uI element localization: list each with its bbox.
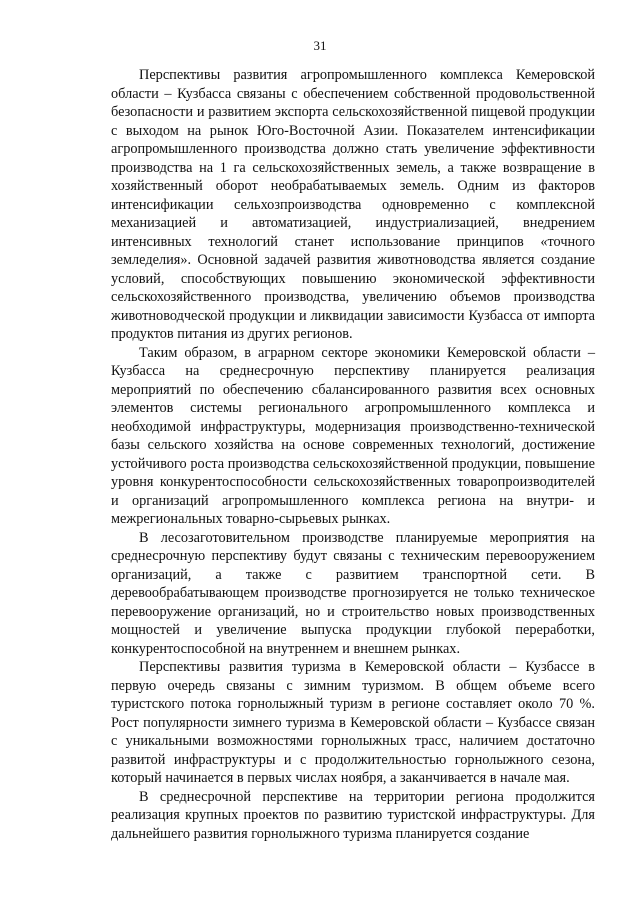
page-number: 31	[313, 38, 327, 53]
paragraph-forestry: В лесозаготовительном производстве планируемые мероприятия на среднесрочную перспективу будут связаны с техническим перевооружением организаций, а также с развитием транспортной сети. В деревообрабатывающем производстве прогнозируется не только техническое перевооружение организаций, но и строительство новых производственных мощностей и увеличение выпуска продукции глубокой переработки, конкурентоспособной на внутреннем и внешнем рынках.	[111, 529, 595, 657]
paragraph-agrarian-sector: Таким образом, в аграрном секторе экономики Кемеровской области – Кузбасса на среднесрочную перспективу планируется реализация мероприятий по обеспечению сбалансированного развития всех основных элементов системы регионального агропромышленного комплекса и необходимой инфраструктуры, модернизация производственно-технической базы сельского хозяйства на основе современных технологий, достижение устойчивого роста производства сельскохозяйственной продукции, повышение уровня конкурентоспособности сельскохозяйственных товаропроизводителей и организаций агропромышленного комплекса региона на внутри- и межрегиональных товарно-сырьевых рынках.	[111, 344, 595, 527]
paragraph-agro: Перспективы развития агропромышленного комплекса Кемеровской области – Кузбасса связаны с обеспечением собственной продовольственной безопасности и развитием экспорта сельскохозяйственной пищевой продукции с выходом на рынок Юго-Восточной Азии. Показателем интенсификации агропромышленного производства должно стать увеличение эффективности производства на 1 га сельскохозяйственных земель, а также возвращение в хозяйственный оборот необрабатываемых земель. Одним из факторов интенсификации сельхозпроизводства одновременно с комплексной механизацией и автоматизацией, индустриализацией, внедрением интенсивных технологий станет использование принципов «точного земледелия». Основной задачей развития животноводства является создание условий, способствующих повышению экономической эффективности сельскохозяйственного производства, увеличению объемов производства животноводческой продукции и ликвидации зависимости Кузбасса от импорта продуктов питания из других регионов.	[111, 67, 595, 342]
paragraph-tourism: Перспективы развития туризма в Кемеровской области – Кузбассе в первую очередь связаны с зимним туризмом. В общем объеме всего туристского потока горнолыжный туризм в регионе составляет около 70 %. Рост популярности зимнего туризма в Кемеровской области – Кузбассе связан с уникальными возможностями горнолыжных трасс, наличием достаточно развитой инфраструктуры и с продолжительностью горнолыжного сезона, который начинается в первых числах ноября, а заканчивается в начале мая.	[111, 659, 595, 786]
body-text	[111, 66, 595, 843]
paragraph-tourism-infrastructure: В среднесрочной перспективе на территории региона продолжится реализация крупных проектов по развитию туристской инфраструктуры. Для дальнейшего развития горнолыжного туризма планируется создание	[111, 788, 595, 842]
